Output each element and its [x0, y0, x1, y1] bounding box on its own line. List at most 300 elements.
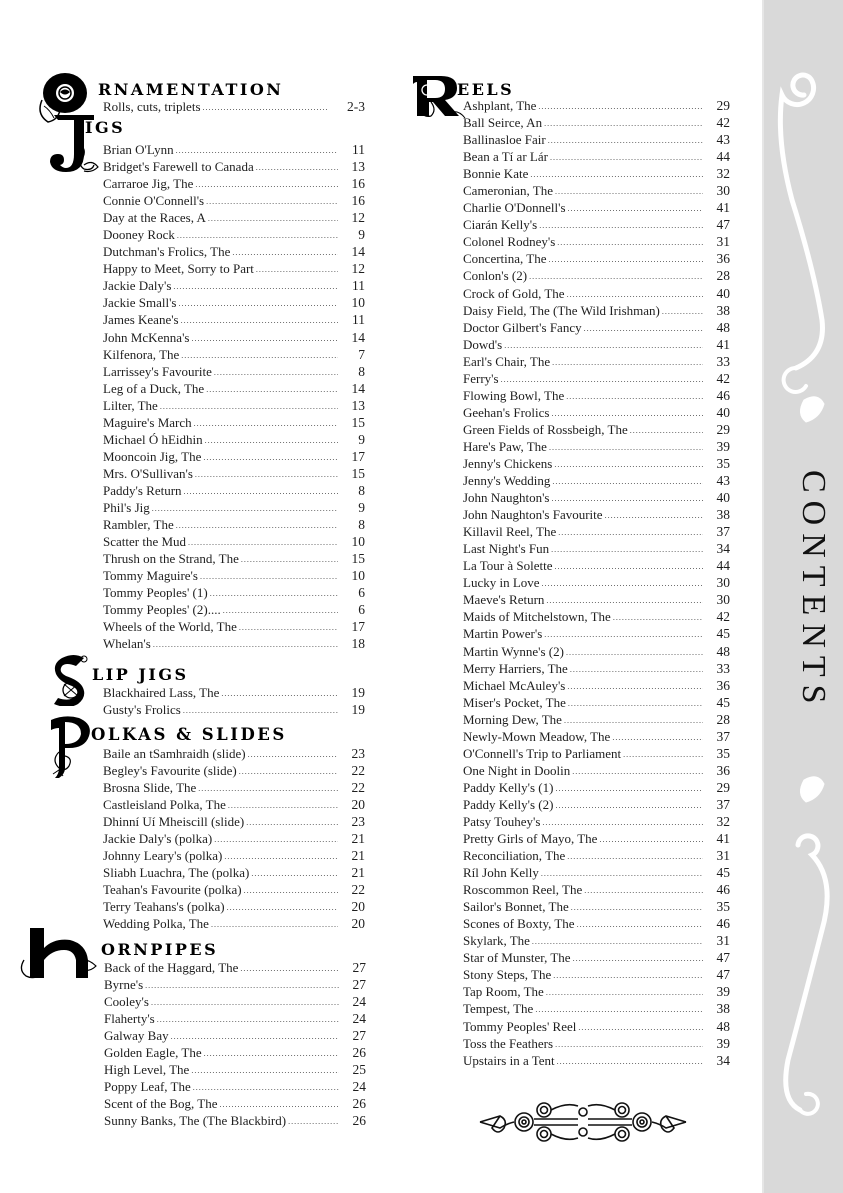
- page-number: 37: [716, 796, 730, 812]
- toc-entry[interactable]: Poppy Leaf, The ..... 24: [104, 1078, 366, 1095]
- toc-entry[interactable]: Paddy Kelly's (2) ..... 37: [463, 796, 730, 813]
- page-number: 26: [352, 1045, 366, 1061]
- page-number: 24: [352, 994, 366, 1010]
- dot-leader: [552, 354, 703, 371]
- page-number: 20: [351, 796, 365, 812]
- toc-entry[interactable]: Maguire's March ..... 15: [103, 414, 365, 431]
- toc-entry[interactable]: Tommy Peoples' (1) ..... 6: [103, 584, 365, 601]
- dot-leader: [198, 780, 338, 797]
- toc-entry[interactable]: Thrush on the Strand, The ..... 15: [103, 550, 365, 567]
- dot-leader: [566, 644, 703, 661]
- page-number: 47: [716, 950, 730, 966]
- page-number: 19: [351, 702, 365, 718]
- toc-entry[interactable]: Phil's Jig ..... 9: [103, 499, 365, 516]
- dot-leader: [251, 865, 338, 882]
- dot-leader: [191, 330, 338, 347]
- toc-entry[interactable]: Scatter the Mud ..... 10: [103, 533, 365, 550]
- toc-entry[interactable]: Cameronian, The ..... 30: [463, 182, 730, 199]
- dot-leader: [176, 517, 338, 534]
- toc-entry[interactable]: Brosna Slide, The ..... 22: [103, 779, 365, 796]
- toc-entry[interactable]: Earl's Chair, The ..... 33: [463, 353, 730, 370]
- toc-entry[interactable]: Leg of a Duck, The ..... 14: [103, 380, 365, 397]
- entry-list: [103, 745, 365, 933]
- toc-entry[interactable]: Rolls, cuts, triplets ..... 2-3: [103, 98, 365, 115]
- section-title: ORNPIPES: [101, 940, 219, 960]
- toc-entry[interactable]: Terry Teahans's (polka) ..... 20: [103, 898, 365, 915]
- dot-leader: [194, 415, 338, 432]
- page-number: 43: [716, 132, 730, 148]
- dot-leader: [221, 685, 338, 702]
- page-number: 38: [716, 1001, 730, 1017]
- dot-leader: [567, 848, 703, 865]
- page-number: 15: [351, 465, 365, 481]
- dot-leader: [530, 166, 703, 183]
- page-number: 47: [716, 217, 730, 233]
- dot-leader: [241, 551, 338, 568]
- page-number: 41: [716, 831, 730, 847]
- dot-leader: [193, 1079, 339, 1096]
- section-ornamentation: [0, 76, 380, 116]
- dot-leader: [568, 200, 703, 217]
- page-number: 6: [358, 585, 365, 601]
- dot-leader: [550, 149, 703, 166]
- dot-leader: [630, 422, 703, 439]
- page-number: 45: [716, 626, 730, 642]
- dot-leader: [555, 183, 703, 200]
- page-number: 34: [716, 1052, 730, 1068]
- toc-entry[interactable]: Wedding Polka, The ..... 20: [103, 915, 365, 932]
- dot-leader: [549, 251, 703, 268]
- dot-leader: [541, 865, 703, 882]
- toc-entry[interactable]: Reconciliation, The ..... 31: [463, 847, 730, 864]
- toc-entry[interactable]: Kilfenora, The ..... 7: [103, 346, 365, 363]
- dot-leader: [542, 575, 703, 592]
- toc-entry[interactable]: Ciarán Kelly's ..... 47: [463, 216, 730, 233]
- dot-leader: [181, 347, 338, 364]
- page-number: 20: [351, 898, 365, 914]
- toc-entry[interactable]: O'Connell's Trip to Parliament ..... 35: [463, 745, 730, 762]
- page-number: 6: [358, 602, 365, 618]
- dot-leader: [551, 541, 703, 558]
- toc-entry[interactable]: Stony Steps, The ..... 47: [463, 966, 730, 983]
- dot-leader: [176, 142, 338, 159]
- dot-leader: [203, 99, 329, 116]
- page-number: 12: [351, 261, 365, 277]
- dot-leader: [564, 712, 703, 729]
- dot-leader: [613, 609, 703, 626]
- sidebar-title: CONTENTS: [795, 470, 832, 712]
- dot-leader: [623, 746, 703, 763]
- page-number: 43: [716, 473, 730, 489]
- toc-entry[interactable]: Toss the Feathers ..... 39: [463, 1035, 730, 1052]
- toc-entry[interactable]: Dutchman's Frolics, The ..... 14: [103, 243, 365, 260]
- toc-entry[interactable]: Last Night's Fun ..... 34: [463, 540, 730, 557]
- dot-leader: [181, 312, 338, 329]
- dot-leader: [553, 967, 703, 984]
- toc-entry[interactable]: Jackie Daly's (polka) ..... 21: [103, 830, 365, 847]
- toc-entry[interactable]: Happy to Meet, Sorry to Part ..... 12: [103, 260, 365, 277]
- dot-leader: [566, 388, 703, 405]
- page-number: 31: [716, 848, 730, 864]
- page-number: 46: [716, 882, 730, 898]
- page-number: 24: [352, 1011, 366, 1027]
- dot-leader: [573, 950, 703, 967]
- toc-entry[interactable]: Maeve's Return ..... 30: [463, 591, 730, 608]
- page-number: 48: [716, 1018, 730, 1034]
- dot-leader: [200, 568, 338, 585]
- page-number: 35: [716, 899, 730, 915]
- toc-entry[interactable]: Dowd's ..... 41: [463, 336, 730, 353]
- page-number: 33: [716, 353, 730, 369]
- toc-entry[interactable]: Conlon's (2) ..... 28: [463, 267, 730, 284]
- toc-entry[interactable]: Back of the Haggard, The ..... 27: [104, 959, 366, 976]
- dot-leader: [211, 916, 338, 933]
- toc-entry[interactable]: Merry Harriers, The ..... 33: [463, 660, 730, 677]
- page-number: 21: [351, 830, 365, 846]
- toc-entry[interactable]: Bonnie Kate ..... 32: [463, 165, 730, 182]
- dot-leader: [195, 176, 338, 193]
- page-number: 8: [358, 363, 365, 379]
- page-number: 31: [716, 234, 730, 250]
- toc-entry[interactable]: Killavil Reel, The ..... 37: [463, 523, 730, 540]
- toc-entry[interactable]: Wheels of the World, The ..... 17: [103, 618, 365, 635]
- page-number: 38: [716, 507, 730, 523]
- dot-leader: [151, 994, 339, 1011]
- dot-leader: [577, 916, 703, 933]
- toc-entry[interactable]: Martin Power's ..... 45: [463, 625, 730, 642]
- page-number: 39: [716, 984, 730, 1000]
- page-number: 17: [351, 448, 365, 464]
- toc-entry[interactable]: Brian O'Lynn ..... 11: [103, 141, 365, 158]
- page-number: 41: [716, 200, 730, 216]
- dot-leader: [177, 227, 338, 244]
- toc-entry[interactable]: One Night in Doolin ..... 36: [463, 762, 730, 779]
- toc-entry[interactable]: Begley's Favourite (slide) ..... 22: [103, 762, 365, 779]
- page-number: 21: [351, 864, 365, 880]
- left-column: [0, 76, 380, 1129]
- page-number: 10: [351, 534, 365, 550]
- page-number: 19: [351, 685, 365, 701]
- page-number: 23: [351, 745, 365, 761]
- page-number: 24: [352, 1079, 366, 1095]
- toc-entry[interactable]: Ball Seirce, An ..... 42: [463, 114, 730, 131]
- dot-leader: [555, 1036, 703, 1053]
- toc-entry[interactable]: Baile an tSamhraidh (slide) ..... 23: [103, 745, 365, 762]
- toc-entry[interactable]: Lilter, The ..... 13: [103, 397, 365, 414]
- page-number: 17: [351, 619, 365, 635]
- dot-leader: [529, 268, 703, 285]
- dot-leader: [184, 483, 338, 500]
- entry-list: [104, 959, 366, 1129]
- toc-entry[interactable]: Martin Wynne's (2) ..... 48: [463, 643, 730, 660]
- toc-entry[interactable]: Concertina, The ..... 36: [463, 250, 730, 267]
- toc-entry[interactable]: Ferry's ..... 42: [463, 370, 730, 387]
- toc-entry[interactable]: Flowing Bowl, The ..... 46: [463, 387, 730, 404]
- toc-entry[interactable]: Sliabh Luachra, The (polka) ..... 21: [103, 864, 365, 881]
- toc-entry[interactable]: Tommy Peoples' (2).... ..... 6: [103, 601, 365, 618]
- page-number: 13: [351, 397, 365, 413]
- page-number: 36: [716, 251, 730, 267]
- toc-entry[interactable]: James Keane's ..... 11: [103, 311, 365, 328]
- page-number: 14: [351, 329, 365, 345]
- page-number: 15: [351, 551, 365, 567]
- dot-leader: [223, 602, 338, 619]
- entry-list: [103, 684, 365, 718]
- page-number: 18: [351, 636, 365, 652]
- dot-leader: [178, 295, 338, 312]
- page-number: 2-3: [347, 99, 365, 114]
- dot-leader: [248, 746, 338, 763]
- toc-entry[interactable]: Jenny's Chickens ..... 35: [463, 455, 730, 472]
- dot-leader: [501, 371, 703, 388]
- dot-leader: [555, 797, 703, 814]
- toc-entry[interactable]: Johnny Leary's (polka) ..... 21: [103, 847, 365, 864]
- toc-entry[interactable]: Sailor's Bonnet, The ..... 35: [463, 898, 730, 915]
- toc-entry[interactable]: Newly-Mown Meadow, The ..... 37: [463, 728, 730, 745]
- dot-leader: [288, 1113, 339, 1130]
- page-number: 20: [351, 915, 365, 931]
- dot-leader: [571, 899, 703, 916]
- page-number: 26: [352, 1096, 366, 1112]
- toc-entry[interactable]: Ríl John Kelly ..... 45: [463, 864, 730, 881]
- page-number: 37: [716, 728, 730, 744]
- toc-entry[interactable]: Tommy Peoples' Reel ..... 48: [463, 1018, 730, 1035]
- section-title: IGS: [85, 118, 126, 137]
- dot-leader: [208, 210, 338, 227]
- toc-entry[interactable]: Bridget's Farewell to Canada ..... 13: [103, 158, 365, 175]
- toc-entry[interactable]: Dhinní Uí Mheiscill (slide) ..... 23: [103, 813, 365, 830]
- dot-leader: [532, 933, 703, 950]
- toc-entry[interactable]: Michael Ó hEidhin ..... 9: [103, 431, 365, 448]
- section-title: RNAMENTATION: [98, 80, 284, 99]
- dot-leader: [205, 432, 338, 449]
- toc-entry[interactable]: Jackie Small's ..... 10: [103, 294, 365, 311]
- page-number: 22: [351, 762, 365, 778]
- toc-entry[interactable]: Skylark, The ..... 31: [463, 932, 730, 949]
- toc-entry[interactable]: John Naughton's ..... 40: [463, 489, 730, 506]
- page-number: 42: [716, 115, 730, 131]
- toc-entry[interactable]: Morning Dew, The ..... 28: [463, 711, 730, 728]
- toc-entry[interactable]: Ballinasloe Fair ..... 43: [463, 131, 730, 148]
- page-number: 11: [352, 142, 365, 157]
- dot-leader: [546, 984, 703, 1001]
- toc-entry[interactable]: Lucky in Love ..... 30: [463, 574, 730, 591]
- dot-leader: [239, 619, 338, 636]
- page-number: 47: [716, 967, 730, 983]
- dot-leader: [539, 217, 703, 234]
- page-number: 21: [351, 847, 365, 863]
- toc-entry[interactable]: Blackhaired Lass, The ..... 19: [103, 684, 365, 701]
- page-number: 44: [716, 558, 730, 574]
- dot-leader: [244, 882, 338, 899]
- dot-leader: [554, 456, 703, 473]
- page-number: 12: [351, 210, 365, 226]
- page-number: 14: [351, 244, 365, 260]
- toc-entry[interactable]: Mrs. O'Sullivan's ..... 15: [103, 465, 365, 482]
- dot-leader: [544, 115, 703, 132]
- toc-entry[interactable]: Mooncoin Jig, The ..... 17: [103, 448, 365, 465]
- toc-entry[interactable]: Pretty Girls of Mayo, The ..... 41: [463, 830, 730, 847]
- dot-leader: [552, 473, 703, 490]
- toc-entry[interactable]: Tommy Maguire's ..... 10: [103, 567, 365, 584]
- dot-leader: [551, 490, 703, 507]
- toc-entry[interactable]: Crock of Gold, The ..... 40: [463, 285, 730, 302]
- page-number: 45: [716, 694, 730, 710]
- dot-leader: [153, 636, 338, 653]
- toc-entry[interactable]: Tap Room, The ..... 39: [463, 983, 730, 1000]
- page-number: 31: [716, 933, 730, 949]
- page-number: 14: [351, 380, 365, 396]
- dot-leader: [232, 244, 338, 261]
- dot-leader: [203, 449, 338, 466]
- section-jigs: [0, 117, 380, 652]
- page-number: 48: [716, 319, 730, 335]
- dot-leader: [240, 960, 339, 977]
- page-number: 11: [352, 278, 365, 294]
- section-slip-jigs: [0, 664, 380, 718]
- dot-leader: [504, 337, 703, 354]
- toc-entry[interactable]: Tempest, The ..... 38: [463, 1000, 730, 1017]
- page-number: 9: [358, 227, 365, 243]
- dot-leader: [195, 466, 338, 483]
- section-hornpipes: [0, 938, 380, 1129]
- page-number: 16: [351, 193, 365, 209]
- section-reels: [405, 76, 735, 1069]
- toc-entry[interactable]: Castleisland Polka, The ..... 20: [103, 796, 365, 813]
- toc-entry[interactable]: Doctor Gilbert's Fancy ..... 48: [463, 319, 730, 336]
- page-number: 27: [352, 960, 366, 976]
- toc-entry[interactable]: Green Fields of Rossbeigh, The ..... 29: [463, 421, 730, 438]
- dot-leader: [224, 848, 338, 865]
- toc-entry[interactable]: Gusty's Frolics ..... 19: [103, 701, 365, 718]
- page-number: 40: [716, 490, 730, 506]
- dot-leader: [214, 831, 338, 848]
- toc-entry[interactable]: Star of Munster, The ..... 47: [463, 949, 730, 966]
- dot-leader: [542, 814, 703, 831]
- page-number: 33: [716, 660, 730, 676]
- dot-leader: [191, 1062, 339, 1079]
- page-number: 35: [716, 455, 730, 471]
- page-number: 26: [352, 1113, 366, 1129]
- toc-entry[interactable]: Scent of the Bog, The ..... 26: [104, 1095, 366, 1112]
- toc-entry[interactable]: Michael McAuley's ..... 36: [463, 677, 730, 694]
- toc-entry[interactable]: Maids of Mitchelstown, The ..... 42: [463, 608, 730, 625]
- page-number: 48: [716, 643, 730, 659]
- toc-entry[interactable]: High Level, The ..... 25: [104, 1061, 366, 1078]
- page-number: 46: [716, 387, 730, 403]
- page-number: 30: [716, 592, 730, 608]
- page-number: 35: [716, 745, 730, 761]
- dot-leader: [578, 1019, 703, 1036]
- section-title: LIP JIGS: [92, 665, 189, 685]
- page-number: 28: [716, 711, 730, 727]
- page-number: 39: [716, 1035, 730, 1051]
- toc-entry[interactable]: Colonel Rodney's ..... 31: [463, 233, 730, 250]
- toc-entry[interactable]: John Naughton's Favourite ..... 38: [463, 506, 730, 523]
- toc-entry[interactable]: Upstairs in a Tent ..... 34: [463, 1052, 730, 1069]
- toc-entry[interactable]: Teahan's Favourite (polka) ..... 22: [103, 881, 365, 898]
- toc-entry[interactable]: Ashplant, The ..... 29: [463, 97, 730, 114]
- toc-entry[interactable]: Sunny Banks, The (The Blackbird) ..... 26: [104, 1112, 366, 1129]
- dot-leader: [567, 286, 703, 303]
- toc-entry[interactable]: Hare's Paw, The ..... 39: [463, 438, 730, 455]
- page-number: 27: [352, 977, 366, 993]
- toc-entry[interactable]: Carraroe Jig, The ..... 16: [103, 175, 365, 192]
- toc-entry[interactable]: Charlie O'Donnell's ..... 41: [463, 199, 730, 216]
- dot-leader: [554, 558, 703, 575]
- page-number: 10: [351, 568, 365, 584]
- toc-entry[interactable]: La Tour à Solette ..... 44: [463, 557, 730, 574]
- toc-entry[interactable]: Miser's Pocket, The ..... 45: [463, 694, 730, 711]
- dot-leader: [157, 1011, 339, 1028]
- dot-leader: [662, 303, 703, 320]
- dot-leader: [220, 1096, 340, 1113]
- toc-entry[interactable]: Day at the Races, A ..... 12: [103, 209, 365, 226]
- section-title: OLKAS & SLIDES: [91, 724, 287, 744]
- toc-entry[interactable]: Scones of Boxty, The ..... 46: [463, 915, 730, 932]
- toc-entry[interactable]: Paddy's Return ..... 8: [103, 482, 365, 499]
- page-number: 9: [358, 431, 365, 447]
- page-number: 7: [358, 346, 365, 362]
- dot-leader: [171, 1028, 339, 1045]
- toc-entry[interactable]: Larrissey's Favourite ..... 8: [103, 363, 365, 380]
- dot-leader: [206, 381, 338, 398]
- dot-leader: [152, 500, 338, 517]
- page-number: 32: [716, 813, 730, 829]
- dot-leader: [210, 585, 338, 602]
- toc-entry[interactable]: Paddy Kelly's (1) ..... 29: [463, 779, 730, 796]
- toc-entry[interactable]: Galway Bay ..... 27: [104, 1027, 366, 1044]
- page-number: 10: [351, 295, 365, 311]
- toc-entry[interactable]: Roscommon Reel, The ..... 46: [463, 881, 730, 898]
- toc-entry[interactable]: Daisy Field, The (The Wild Irishman) ..... 38: [463, 302, 730, 319]
- dot-leader: [557, 1053, 703, 1070]
- toc-entry[interactable]: Connie O'Connell's ..... 16: [103, 192, 365, 209]
- dot-leader: [204, 1045, 339, 1062]
- page-number: 11: [352, 312, 365, 328]
- toc-entry[interactable]: Patsy Touhey's ..... 32: [463, 813, 730, 830]
- toc-entry[interactable]: Cooley's ..... 24: [104, 993, 366, 1010]
- entry-list: [103, 98, 365, 115]
- dot-leader: [549, 439, 703, 456]
- dot-leader: [239, 763, 338, 780]
- toc-entry[interactable]: Bean a Tí ar Lár ..... 44: [463, 148, 730, 165]
- dot-leader: [568, 695, 703, 712]
- toc-entry[interactable]: Geehan's Frolics ..... 40: [463, 404, 730, 421]
- dot-leader: [548, 132, 703, 149]
- dot-leader: [214, 364, 338, 381]
- entry-list: [463, 97, 730, 1069]
- toc-entry[interactable]: Rambler, The ..... 8: [103, 516, 365, 533]
- page-number: 13: [351, 159, 365, 175]
- dot-leader: [557, 234, 703, 251]
- page-number: 27: [352, 1028, 366, 1044]
- toc-entry[interactable]: Dooney Rock ..... 9: [103, 226, 365, 243]
- toc-entry[interactable]: Byrne's ..... 27: [104, 976, 366, 993]
- toc-entry[interactable]: Golden Eagle, The ..... 26: [104, 1044, 366, 1061]
- dot-leader: [584, 882, 703, 899]
- toc-entry[interactable]: Jackie Daly's ..... 11: [103, 277, 365, 294]
- page-number: 41: [716, 336, 730, 352]
- page-number: 42: [716, 370, 730, 386]
- page-number: 42: [716, 609, 730, 625]
- toc-entry[interactable]: Whelan's ..... 18: [103, 635, 365, 652]
- toc-entry[interactable]: Flaherty's ..... 24: [104, 1010, 366, 1027]
- toc-entry[interactable]: Jenny's Wedding ..... 43: [463, 472, 730, 489]
- page-number: 9: [358, 499, 365, 515]
- dot-leader: [246, 814, 338, 831]
- toc-entry[interactable]: John McKenna's ..... 14: [103, 329, 365, 346]
